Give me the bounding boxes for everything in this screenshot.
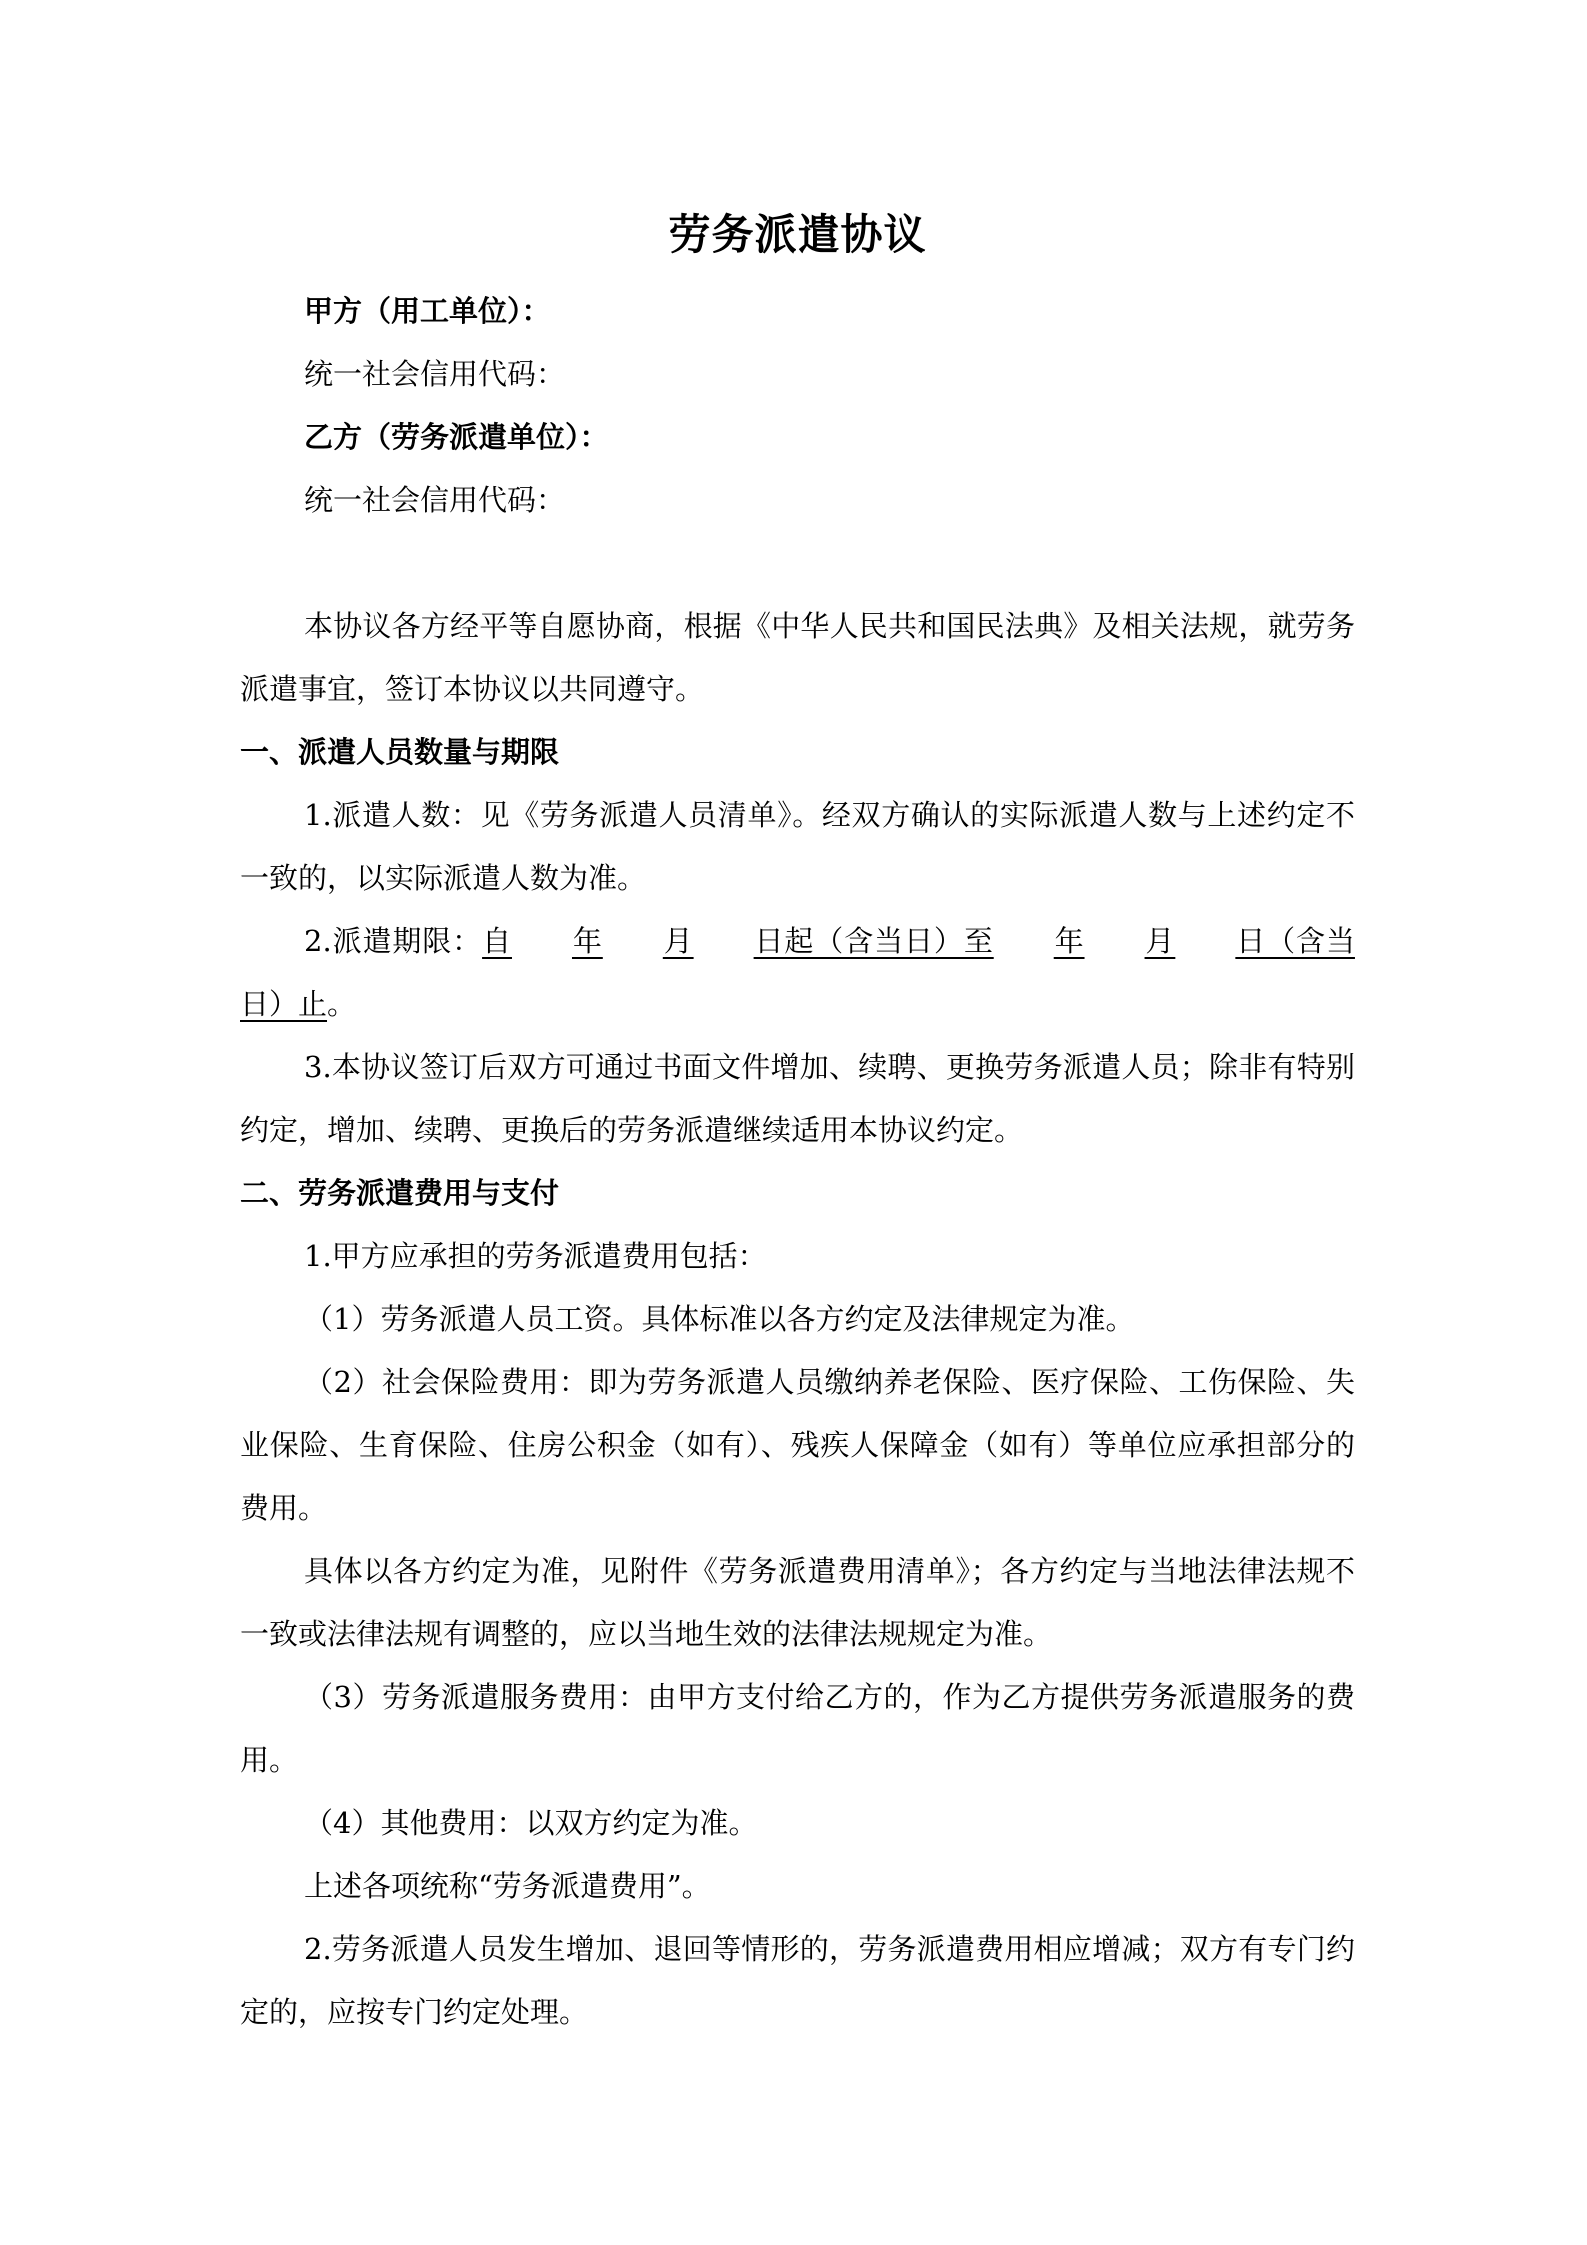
- section-2-heading: 二、劳务派遣费用与支付: [240, 1176, 560, 1210]
- party-b-label: 乙方（劳务派遣单位）：: [304, 420, 609, 454]
- dispatch-period-dates: 自 年 月 日起（含当日）至 年 月 日（含当日）止: [240, 924, 1355, 1021]
- section-1-item-3: 3.本协议签订后双方可通过书面文件增加、续聘、更换劳务派遣人员；除非有特别约定，增加、续聘、更换后的劳务派遣继续适用本协议约定。: [240, 1050, 1355, 1147]
- section-2-sub-item-3: （3）劳务派遣服务费用：由甲方支付给乙方的，作为乙方提供劳务派遣服务的费用。: [240, 1680, 1355, 1777]
- section-2-sub-item-4: （4）其他费用：以双方约定为准。: [304, 1806, 758, 1840]
- party-a-label: 甲方（用工单位）：: [304, 294, 551, 328]
- document-body: [240, 200, 1355, 2044]
- preamble-paragraph: 本协议各方经平等自愿协商，根据《中华人民共和国民法典》及相关法规，就劳务派遣事宜，签订本协议以共同遵守。: [240, 609, 1355, 706]
- section-1-item-1: 1.派遣人数：见《劳务派遣人员清单》。经双方确认的实际派遣人数与上述约定不一致的，以实际派遣人数为准。: [240, 798, 1355, 895]
- section-2-item-1-intro: 1.甲方应承担的劳务派遣费用包括：: [304, 1239, 767, 1273]
- section-2-sub-item-1: （1）劳务派遣人员工资。具体标准以各方约定及法律规定为准。: [304, 1302, 1135, 1336]
- section-2-sub-item-2: （2）社会保险费用：即为劳务派遣人员缴纳养老保险、医疗保险、工伤保险、失业保险、生育保险、住房公积金（如有）、残疾人保障金（如有）等单位应承担部分的费用。: [240, 1365, 1355, 1525]
- section-2-summary: 上述各项统称“劳务派遣费用”。: [304, 1869, 711, 1903]
- blank-line: [240, 532, 1355, 595]
- section-1-item-2: 2.派遣期限：自 年 月 日起（含当日）至 年 月 日（含当日）止。: [240, 924, 1355, 1021]
- dispatch-period-label: 2.派遣期限：: [304, 924, 483, 958]
- section-2-sub-item-2-note: 具体以各方约定为准，见附件《劳务派遣费用清单》；各方约定与当地法律法规不一致或法律法规有调整的，应以当地生效的法律法规规定为准。: [240, 1554, 1355, 1651]
- party-b-credit-code-label: 统一社会信用代码：: [304, 483, 566, 517]
- party-a-credit-code-label: 统一社会信用代码：: [304, 357, 566, 391]
- section-1-heading: 一、派遣人员数量与期限: [240, 735, 560, 769]
- section-2-item-2: 2.劳务派遣人员发生增加、退回等情形的，劳务派遣费用相应增减；双方有专门约定的，应按专门约定处理。: [240, 1932, 1355, 2029]
- document-title: 劳务派遣协议: [668, 210, 927, 259]
